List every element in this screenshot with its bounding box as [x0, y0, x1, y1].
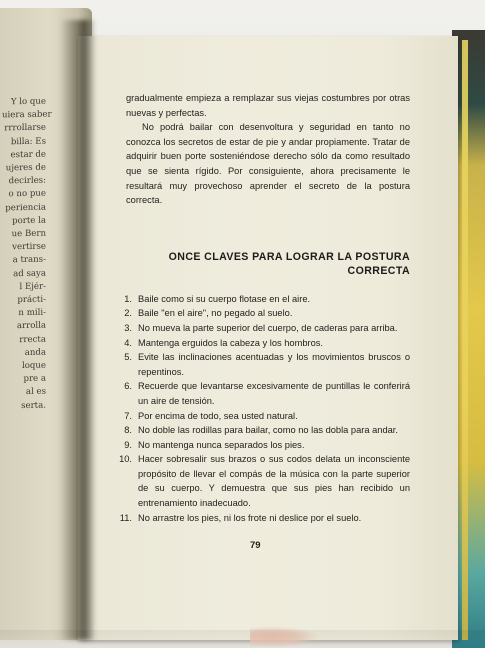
intro-paragraph: No podrá bailar con desenvoltura y seguridad en tanto no conozca los secretos de estar de pie y andar propiamente. Tratar de adquirir buen porte sosteniéndose derecho sólo da como resultado que se sienta rígido. Por consiguiente, ahora precisamente le resultará muy provechoso aprender el secreto de la postura correcta. — [126, 122, 410, 206]
item-number: 7. — [124, 410, 132, 421]
left-fragment: serta. — [21, 400, 46, 411]
book-gutter-shadow — [60, 20, 94, 640]
list-item — [126, 438, 410, 453]
item-number: 2. — [124, 308, 132, 319]
left-fragment: billa: Es — [10, 136, 46, 147]
list-item — [126, 336, 410, 351]
item-number: 4. — [124, 337, 132, 348]
left-fragment: estar de — [10, 149, 46, 161]
left-fragment: ad saya — [13, 268, 46, 279]
left-fragment: vertirse — [12, 241, 46, 253]
item-number: 11. — [119, 512, 132, 523]
left-fragment: rrecta — [19, 334, 46, 345]
left-fragment: prácti- — [17, 294, 46, 306]
heading-line: CORRECTA — [347, 264, 410, 277]
item-number: 1. — [124, 293, 132, 304]
item-number: 5. — [124, 352, 132, 363]
left-fragment: l Ejér- — [19, 281, 46, 292]
right-page — [78, 36, 458, 640]
left-fragment: pre a — [23, 373, 46, 385]
page-content — [119, 91, 410, 525]
intro-paragraph: gradualmente empieza a remplazar sus viejas costumbres por otras nuevas y perfectas. — [126, 93, 410, 118]
left-fragment: n mili- — [18, 307, 46, 319]
item-text: Evite las inclinaciones acentuadas y los movimientos bruscos o repentinos. — [138, 352, 410, 377]
item-number: 8. — [124, 425, 132, 436]
left-fragment: arrolla — [16, 321, 46, 332]
keys-list — [119, 292, 410, 526]
item-text: Por encima de todo, sea usted natural. — [138, 410, 298, 421]
left-fragment: anda — [24, 347, 46, 358]
left-fragment: porte la — [12, 215, 46, 227]
item-number: 10. — [119, 454, 132, 465]
left-fragment: Y lo que — [10, 96, 46, 108]
list-item — [126, 379, 410, 408]
item-text: Recuerde que levantarse excesivamente de puntillas le conferirá un aire de tensión. — [138, 381, 410, 406]
item-number: 6. — [124, 381, 132, 392]
page-number: 79 — [250, 540, 261, 551]
left-fragment: rrrollarse — [4, 123, 46, 134]
book-cover-strip — [462, 40, 468, 640]
heading-line: ONCE CLAVES PARA LOGRAR LA POSTURA — [168, 250, 410, 263]
list-item — [126, 321, 410, 336]
list-item — [126, 409, 410, 424]
item-text: No arrastre los pies, ni los frote ni deslice por el suelo. — [138, 512, 362, 523]
item-text: Mantenga erguidos la cabeza y los hombros. — [138, 337, 324, 348]
item-text: Baile como si su cuerpo flotase en el aire. — [138, 293, 311, 304]
left-fragment: o no pue — [8, 189, 46, 200]
item-text: No doble las rodillas para bailar, como no las dobla para andar. — [138, 425, 398, 436]
left-fragment: periencia — [5, 202, 46, 213]
item-text: No mantenga nunca separados los pies. — [138, 439, 305, 450]
left-fragment: al es — [25, 387, 46, 398]
left-fragment: a trans- — [12, 255, 46, 266]
left-fragment: uiera saber — [2, 109, 52, 121]
list-item — [126, 350, 410, 379]
item-number: 9. — [124, 439, 132, 450]
list-item — [119, 452, 410, 510]
item-text: Baile "en el aire", no pegado al suelo. — [138, 308, 293, 319]
list-item — [126, 292, 410, 307]
left-fragment: decirles: — [8, 175, 46, 187]
list-item — [126, 306, 410, 321]
item-number: 3. — [124, 322, 132, 333]
list-item — [119, 511, 410, 526]
list-item — [126, 423, 410, 438]
section-heading — [126, 250, 410, 278]
left-page-text — [2, 96, 52, 414]
table-surface — [0, 630, 485, 648]
left-fragment: loque — [21, 360, 46, 372]
item-text: Hacer sobresalir sus brazos o sus codos delata un inconsciente propósito de llevar el compás de la música con la parte superior de su cuerpo. Y demuestra que sus pies han recibido un entrenamiento inadecuado. — [138, 454, 410, 509]
left-fragment: ujeres de — [5, 162, 46, 174]
left-fragment: ue Bern — [11, 228, 46, 240]
item-text: No mueva la parte superior del cuerpo, de caderas para arriba. — [138, 322, 398, 333]
